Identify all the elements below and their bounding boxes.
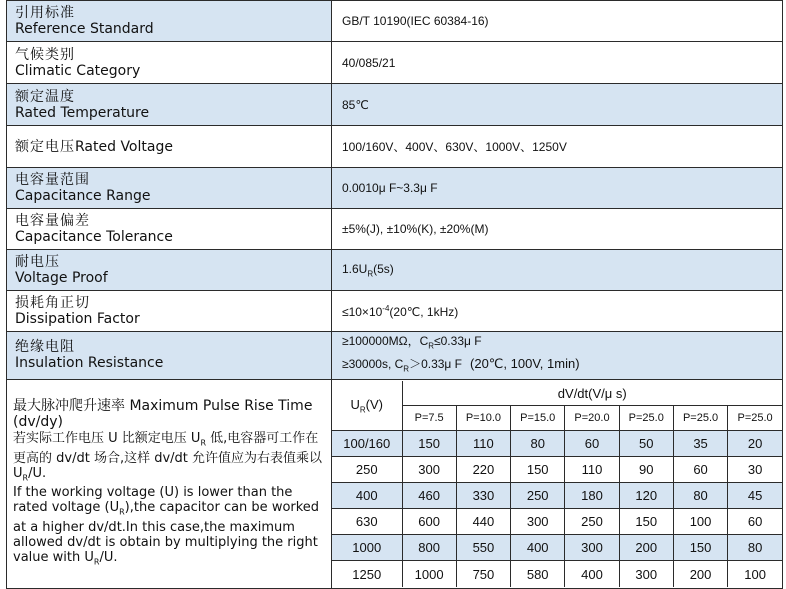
dvdt-value-cell: 80: [511, 431, 565, 457]
value-text: ≥30000s, C: [342, 357, 404, 372]
dvdt-value-cell: 220: [456, 457, 510, 483]
note-subscript: R: [200, 438, 206, 448]
dvdt-value-cell: 150: [402, 431, 456, 457]
p-header-cell: P=25.0: [619, 406, 673, 431]
dvdt-value-cell: 800: [402, 535, 456, 561]
label-cell: [7, 209, 332, 250]
ur-unit: (V): [365, 396, 383, 412]
label-en: Dissipation Factor: [15, 311, 140, 327]
label-zh: 引用标准: [15, 5, 75, 21]
dvdt-value-cell: 150: [511, 457, 565, 483]
dvdt-value-cell: 250: [565, 509, 619, 535]
label-en: Reference Standard: [15, 21, 154, 37]
spec-table: [6, 0, 783, 589]
spec-row-capacitance-range: [7, 168, 783, 209]
dvdt-value-cell: 50: [619, 431, 673, 457]
label-cell: [7, 168, 332, 209]
dvdt-value-cell: 580: [511, 561, 565, 587]
note-text: ),the capacitor can be worked at a higher dv/dt.In this case,the maximum allowed dv/dt is obtain by multiplying the right value with U: [13, 500, 320, 565]
label-cell: [7, 1, 332, 42]
label-en: Capacitance Tolerance: [15, 229, 173, 245]
note-subscript: R: [22, 473, 29, 483]
insulation-line-1: [342, 332, 782, 355]
value-cell: 40/085/21: [332, 42, 783, 84]
dvdt-value-cell: 35: [673, 431, 727, 457]
note-text: /U.: [99, 549, 118, 565]
value-text: ≤0.33μ F: [434, 334, 482, 348]
dvdt-value-cell: 550: [456, 535, 510, 561]
value-cell: [332, 332, 783, 380]
dvdt-value-cell: 90: [619, 457, 673, 483]
value-subscript: R: [403, 364, 410, 374]
ur-label: U: [350, 396, 360, 412]
value-subscript: R: [428, 341, 435, 351]
note-text: 低,电容器可工作在更高的 dv/dt 场合,这样 dv/dt 允许值应为右表值乘以 U: [13, 431, 323, 481]
dvdt-value-cell: 400: [511, 535, 565, 561]
ur-subscript: R: [359, 405, 366, 415]
note-text: If the working voltage (U) is lower than the rated voltage (U: [13, 485, 293, 516]
value-text: ≥100000MΩ，C: [342, 334, 429, 348]
spec-row-voltage-proof: [7, 250, 783, 291]
ur-cell: 400: [332, 483, 402, 509]
label-cell: [7, 42, 332, 84]
note-subscript: R: [119, 507, 125, 517]
label-cell: [7, 332, 332, 380]
pulse-title: [13, 398, 327, 430]
label-zh: 电容量范围: [15, 172, 90, 188]
label-zh: 气候类别: [15, 46, 75, 63]
pulse-note-zh: [13, 431, 327, 485]
insulation-line-2: [342, 355, 782, 378]
insulation-condition: (20℃, 100V, 1min): [470, 356, 580, 372]
value-cell: [332, 250, 783, 291]
value-text: (20℃, 1kHz): [389, 304, 459, 319]
dvdt-value-cell: 300: [402, 457, 456, 483]
dvdt-value-cell: 180: [565, 483, 619, 509]
value-text: (5s): [373, 261, 394, 276]
dvdt-row: [332, 535, 782, 561]
note-subscript: R: [93, 557, 100, 567]
ur-cell: 1250: [332, 561, 402, 587]
label-zh: 绝缘电阻: [15, 339, 75, 356]
dvdt-value-cell: 30: [728, 457, 782, 483]
dvdt-value-cell: 60: [673, 457, 727, 483]
label-cell: [7, 291, 332, 332]
pulse-description-cell: [7, 379, 332, 588]
dvdt-row: [332, 483, 782, 509]
dvdt-value-cell: 460: [402, 483, 456, 509]
dvdt-table-cell: [332, 379, 783, 588]
label-en: Climatic Category: [15, 62, 141, 79]
spec-row-climatic-category: [7, 42, 783, 84]
dvdt-value-cell: 120: [619, 483, 673, 509]
dvdt-value-cell: 750: [456, 561, 510, 587]
dvdt-value-cell: 45: [728, 483, 782, 509]
dvdt-value-cell: 300: [619, 561, 673, 587]
dvdt-header: dV/dt(V/μ s): [402, 381, 782, 406]
value-subscript: R: [367, 269, 374, 279]
value-cell: 100/160V、400V、630V、1000V、1250V: [332, 126, 783, 168]
pulse-note-en: [13, 485, 327, 569]
ur-header: [332, 381, 402, 431]
p-header-cell: P=15.0: [511, 406, 565, 431]
label-en: Maximum Pulse Rise Time (dv/dy): [13, 398, 313, 431]
dvdt-value-cell: 60: [728, 509, 782, 535]
dvdt-value-cell: 200: [619, 535, 673, 561]
ur-cell: 630: [332, 509, 402, 535]
spec-row-capacitance-tolerance: [7, 209, 783, 250]
label-cell: [7, 250, 332, 291]
p-header-cell: P=25.0: [728, 406, 782, 431]
dvdt-value-cell: 80: [673, 483, 727, 509]
value-text: ≤10×10: [342, 304, 383, 319]
dvdt-row: [332, 509, 782, 535]
dvdt-value-cell: 1000: [402, 561, 456, 587]
label-en: Voltage Proof: [15, 270, 108, 286]
label-cell: [7, 84, 332, 126]
spec-row-pulse-rise-time: [7, 379, 783, 588]
dvdt-table: [332, 381, 782, 587]
dvdt-value-cell: 110: [565, 457, 619, 483]
dvdt-value-cell: 300: [511, 509, 565, 535]
value-cell: 0.0010μ F~3.3μ F: [332, 168, 783, 209]
spec-row-rated-temperature: [7, 84, 783, 126]
ur-cell: 100/160: [332, 431, 402, 457]
value-cell: GB/T 10190(IEC 60384-16): [332, 1, 783, 42]
dvdt-value-cell: 80: [728, 535, 782, 561]
ur-cell: 1000: [332, 535, 402, 561]
label-en: Rated Temperature: [15, 104, 150, 121]
dvdt-value-cell: 600: [402, 509, 456, 535]
dvdt-value-cell: 200: [673, 561, 727, 587]
dvdt-value-cell: 250: [511, 483, 565, 509]
label-en: Insulation Resistance: [15, 355, 164, 372]
label-zh: 耐电压: [15, 254, 60, 270]
value-text: ＞0.33μ F: [409, 357, 463, 372]
ur-cell: 250: [332, 457, 402, 483]
spec-row-reference-standard: [7, 1, 783, 42]
value-cell: [332, 291, 783, 332]
label-zh: 最大脉冲爬升速率: [13, 398, 130, 415]
label-zh: 额定电压: [15, 138, 75, 155]
p-header-cell: P=7.5: [402, 406, 456, 431]
p-header-cell: P=10.0: [456, 406, 510, 431]
dvdt-row: [332, 431, 782, 457]
dvdt-value-cell: 150: [619, 509, 673, 535]
dvdt-value-cell: 300: [565, 535, 619, 561]
label-cell: [7, 126, 332, 168]
value-superscript: -4: [382, 303, 390, 313]
dvdt-row: [332, 561, 782, 587]
value-cell: ±5%(J), ±10%(K), ±20%(M): [332, 209, 783, 250]
dvdt-value-cell: 110: [456, 431, 510, 457]
value-cell: 85℃: [332, 84, 783, 126]
dvdt-value-cell: 150: [673, 535, 727, 561]
dvdt-value-cell: 60: [565, 431, 619, 457]
dvdt-value-cell: 20: [728, 431, 782, 457]
p-header-cell: P=20.0: [565, 406, 619, 431]
note-text: 若实际工作电压 U 比额定电压 U: [13, 431, 201, 447]
p-header-cell: P=25.0: [673, 406, 727, 431]
value-text: 1.6U: [342, 261, 368, 276]
dvdt-value-cell: 330: [456, 483, 510, 509]
spec-row-insulation-resistance: [7, 332, 783, 380]
spec-row-dissipation-factor: [7, 291, 783, 332]
note-text: /U.: [28, 465, 47, 481]
label-zh: 电容量偏差: [15, 213, 90, 229]
label-zh: 损耗角正切: [15, 295, 90, 311]
dvdt-value-cell: 400: [565, 561, 619, 587]
dvdt-row: [332, 457, 782, 483]
dvdt-value-cell: 440: [456, 509, 510, 535]
dvdt-value-cell: 100: [673, 509, 727, 535]
dvdt-value-cell: 100: [728, 561, 782, 587]
label-en: Rated Voltage: [75, 138, 173, 155]
dvdt-header-row: [332, 381, 782, 406]
label-en: Capacitance Range: [15, 188, 151, 204]
label-zh: 额定温度: [15, 88, 75, 105]
spec-row-rated-voltage: [7, 126, 783, 168]
